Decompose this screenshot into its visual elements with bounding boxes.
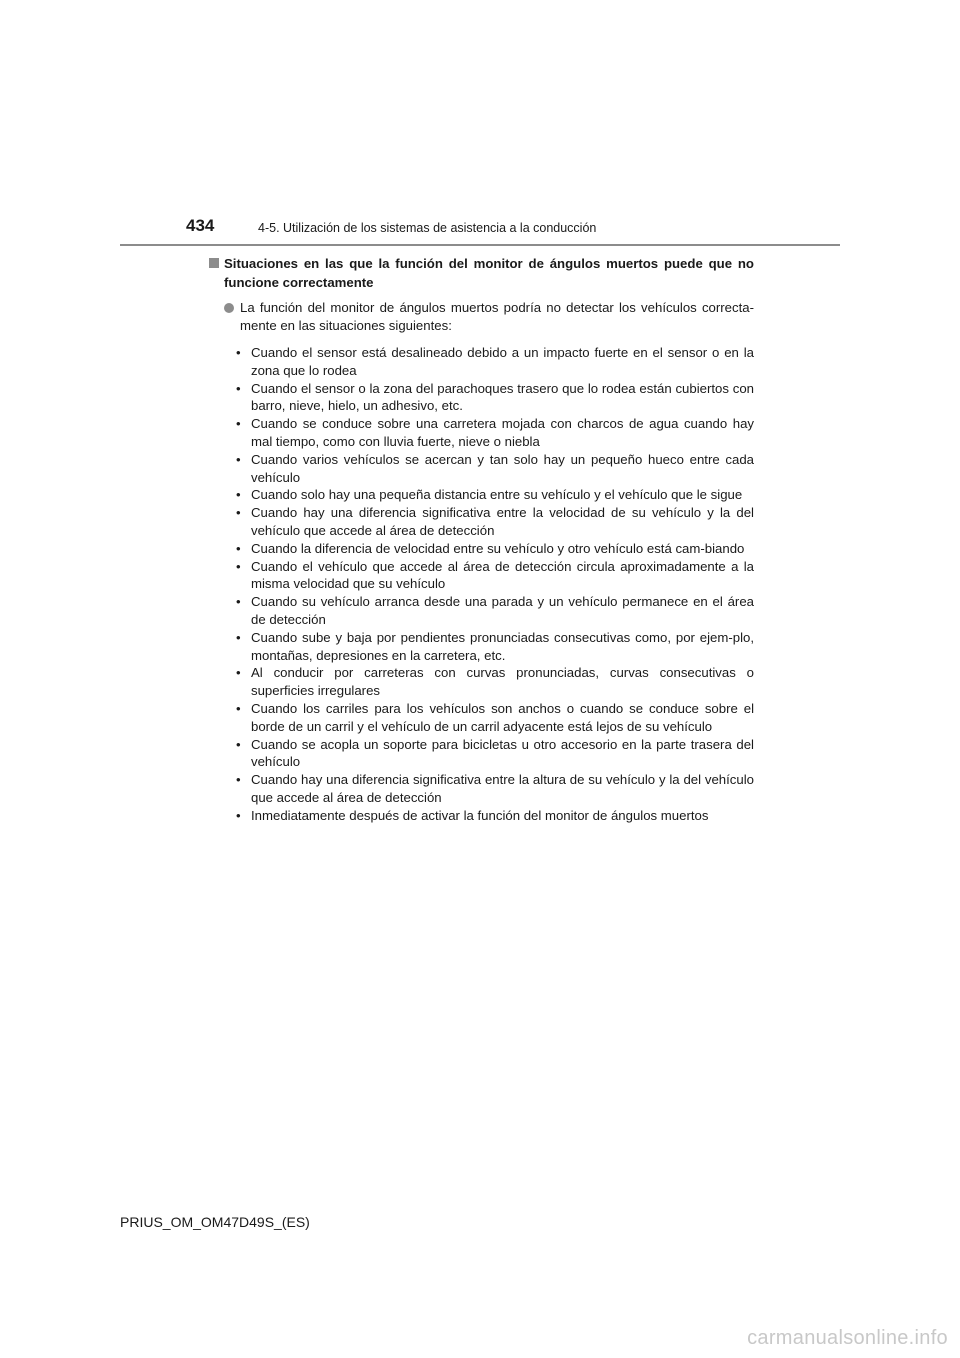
bullet-marker: •: [236, 380, 241, 396]
main-content: [208, 254, 754, 825]
header-divider: [120, 244, 840, 246]
bullet-marker: •: [236, 700, 241, 716]
bullet-marker: •: [236, 772, 241, 788]
list-item: • Cuando varios vehículos se acercan y tan solo hay un pequeño hueco entre cada vehículo: [236, 451, 754, 485]
list-item: • Cuando el sensor o la zona del parachoques trasero que lo rodea están cubiertos con barro, nieve, hielo, un adhesivo, etc.: [236, 380, 754, 414]
list-item: • Cuando su vehículo arranca desde una parada y un vehículo permanece en el área de detección: [236, 594, 754, 627]
list-item: • Al conducir por carreteras con curvas pronunciadas, curvas consecutivas o superficies irregulares: [236, 665, 754, 699]
list-item: • Cuando hay una diferencia significativa entre la altura de su vehículo y la del vehículo que accede al área de detección: [236, 772, 754, 805]
list-item: • Cuando la diferencia de velocidad entre su vehículo y otro vehículo está cam-biando: [236, 540, 745, 556]
list-item: • Cuando se conduce sobre una carretera mojada con charcos de agua cuando hay mal tiempo, como con lluvia fuerte, nieve o niebla: [236, 416, 754, 449]
watermark: carmanualsonline.info: [747, 1327, 948, 1349]
bullet-marker: •: [236, 487, 241, 503]
bullet-marker: •: [236, 665, 241, 681]
bullet-marker: •: [236, 807, 241, 823]
list-item: • Cuando los carriles para los vehículos son anchos o cuando se conduce sobre el borde de un carril y el vehículo de un carril adyacente está lejos de su vehículo: [236, 700, 754, 734]
bullet-marker: •: [236, 736, 241, 752]
intro-paragraph: [208, 299, 754, 335]
bullet-marker: •: [236, 416, 241, 432]
section-header: 4-5. Utilización de los sistemas de asistencia a la conducción: [258, 221, 597, 235]
circle-icon: [224, 303, 234, 313]
list-item: • Cuando hay una diferencia significativa entre la velocidad de su vehículo y la del vehículo que accede al área de detección: [236, 505, 754, 538]
bullet-marker: •: [236, 345, 241, 360]
page-number: 434: [186, 216, 215, 235]
bullet-marker: •: [236, 540, 241, 556]
list-item: • Cuando el vehículo que accede al área de detección circula aproximadamente a la misma velocidad que su vehículo: [236, 558, 754, 592]
list-item: • Inmediatamente después de activar la función del monitor de ángulos muertos: [236, 807, 709, 823]
list-item: • Cuando se acopla un soporte para bicicletas u otro accesorio en la parte trasera del vehículo: [236, 736, 754, 770]
bullet-marker: •: [236, 629, 241, 645]
bullet-marker: •: [236, 451, 241, 467]
situations-list: [208, 344, 754, 825]
square-icon: [209, 258, 219, 268]
section-heading: [208, 254, 754, 292]
list-item: • Cuando solo hay una pequeña distancia entre su vehículo y el vehículo que le sigue: [236, 487, 743, 503]
intro-text: La función del monitor de ángulos muertos podría no detectar los vehículos correcta-mente en las situaciones siguientes:: [240, 300, 754, 333]
bullet-marker: •: [236, 558, 241, 574]
list-item: • Cuando el sensor está desalineado debido a un impacto fuerte en el sensor o en la zona que lo rodea: [236, 345, 754, 378]
document-code: PRIUS_OM_OM47D49S_(ES): [120, 1214, 310, 1230]
section-heading-text: Situaciones en las que la función del monitor de ángulos muertos puede que no funcione correctamente: [224, 256, 754, 290]
bullet-marker: •: [236, 594, 241, 610]
bullet-marker: •: [236, 505, 241, 521]
list-item: • Cuando sube y baja por pendientes pronunciadas consecutivas como, por ejem-plo, montañas, depresiones en la carretera, etc.: [236, 629, 754, 663]
